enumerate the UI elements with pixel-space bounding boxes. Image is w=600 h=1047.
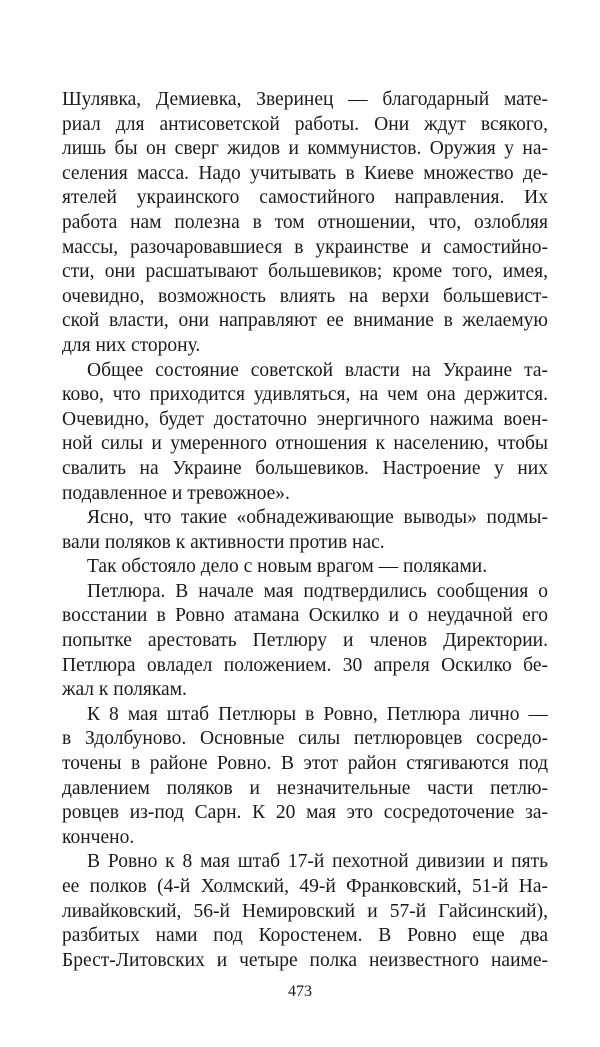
text-line: точены в районе Ровно. В этот район стягиваются под [62, 753, 548, 775]
text-line: К 8 мая штаб Петлюры в Ровно, Петлюра лично — [87, 703, 548, 725]
paragraph [62, 88, 548, 359]
text-line: подавленное и тревожное». [62, 482, 290, 504]
text-line: Шулявка, Демиевка, Зверинец — благодарный мате- [62, 89, 548, 110]
text-line: работа нам полезна в том отношении, что, озлобляя [62, 211, 548, 233]
text-line: ее полков (4-й Холмский, 49-й Франковский, 51-й На- [62, 876, 548, 897]
paragraph [62, 703, 548, 851]
text-line: Очевидно, будет достаточно энергичного нажима воен- [62, 408, 548, 430]
text-line: ково, что приходится удивляться, на чем она держится. [62, 384, 548, 406]
text-line: массы, разочаровавшиеся в украинстве и самостийно- [62, 236, 548, 258]
paragraph [62, 850, 548, 973]
text-line: Брест-Литовских и четыре полка неизвестного наиме- [62, 949, 548, 971]
text-line: ной силы и умеренного отношения к населению, чтобы [62, 433, 548, 455]
text-line: сти, они расшатывают большевиков; кроме того, имея, [62, 261, 548, 283]
text-line: Ясно, что такие «обнадеживающие выводы» подмы- [87, 507, 548, 529]
text-line: лишь бы он сверг жидов и коммунистов. Оружия у на- [62, 138, 548, 160]
text-line: восстании в Ровно атамана Оскилко и о неудачной его [62, 605, 548, 627]
text-line: разбитых нами под Коростенем. В Ровно еще два [62, 925, 548, 947]
text-line: Общее состояние советской власти на Украине та- [87, 359, 548, 381]
text-line: селения масса. Надо учитывать в Киеве множество де- [62, 162, 548, 184]
text-line: Петлюра. В начале мая подтвердились сообщения о [87, 580, 548, 602]
paragraph [62, 555, 548, 580]
text-line: Так обстояло дело с новым врагом — поляками. [87, 556, 488, 578]
text-line: ливайковский, 56-й Немировский и 57-й Гайсинский), [62, 900, 548, 922]
text-line: ровцев из-под Сарн. К 20 мая это сосредоточение за- [62, 802, 548, 824]
paragraph [62, 506, 548, 555]
text-line: Петлюра овладел положением. 30 апреля Оскилко бе- [62, 654, 548, 676]
text-line: кончено. [62, 826, 135, 848]
text-line: давлением поляков и незначительные части петлю- [62, 777, 548, 799]
text-line: ятелей украинского самостийного направления. Их [62, 187, 548, 209]
text-line: попытке арестовать Петлюру и членов Директории. [62, 630, 548, 652]
text-line: жал к полякам. [62, 679, 187, 701]
page-body [62, 88, 548, 973]
paragraph [62, 580, 548, 703]
text-line: вали поляков к активности против нас. [62, 531, 385, 553]
page-number: 473 [288, 983, 312, 1000]
text-line: В Ровно к 8 мая штаб 17-й пехотной дивизии и пять [87, 851, 548, 873]
text-line: для них сторону. [62, 334, 201, 356]
paragraph [62, 359, 548, 507]
text-line: в Здолбуново. Основные силы петлюровцев сосредо- [62, 728, 548, 750]
text-line: риал для антисоветской работы. Они ждут всякого, [62, 113, 548, 135]
text-line: очевидно, возможность влиять на верхи большевист- [62, 285, 548, 307]
text-line: свалить на Украине большевиков. Настроение у них [62, 457, 548, 479]
text-line: ской власти, они направляют ее внимание в желаемую [62, 310, 548, 332]
